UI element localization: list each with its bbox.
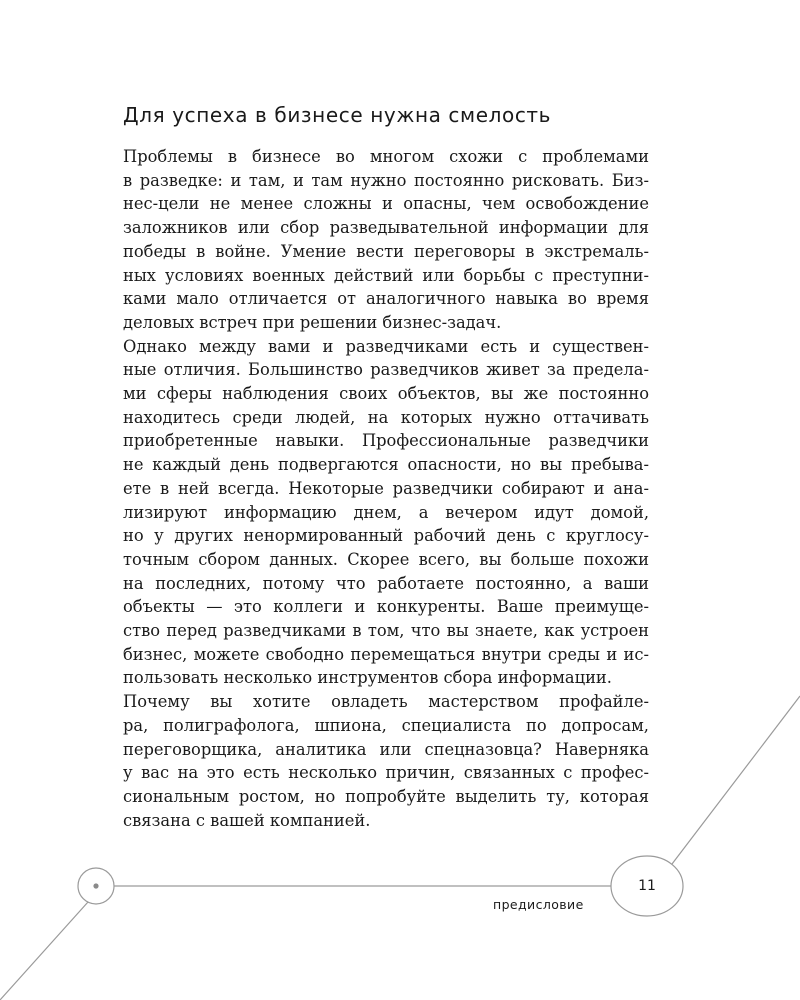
text-line: ра, полиграфолога, шпиона, специалиста по допросам, [123, 715, 649, 735]
text-line: заложников или сбор разведывательной информации для [123, 218, 649, 238]
text-line: ство перед разведчиками в том, что вы знаете, как устроен [123, 621, 649, 641]
text-line: нес-цели не менее сложны и опасны, чем освобождение [123, 194, 649, 214]
text-line: ных условиях военных действий или борьбы с преступни- [123, 265, 649, 285]
diagonal-line-lower-left [0, 902, 88, 1000]
text-line: у вас на это есть несколько причин, связанных с профес- [123, 763, 649, 783]
text-line: сиональным ростом, но попробуйте выделить ту, которая [123, 786, 649, 806]
body-text [96, 145, 649, 832]
text-line: не каждый день подвергаются опасности, но вы пребыва- [123, 455, 649, 475]
paragraph-1 [96, 145, 649, 335]
text-line: пользовать несколько инструментов сбора информации. [123, 668, 612, 688]
text-line: лизируют информацию днем, а вечером идут домой, [123, 502, 649, 522]
text-line: Почему вы хотите овладеть мастерством профайле- [123, 692, 649, 712]
paragraph-2 [96, 335, 649, 691]
text-line: находитесь среди людей, на которых нужно оттачивать [123, 407, 649, 427]
text-line: ные отличия. Большинство разведчиков живет за предела- [123, 360, 649, 380]
section-heading: Для успеха в бизнесе нужна смелость [123, 103, 552, 127]
text-line: точным сбором данных. Скорее всего, вы больше похожи [123, 549, 649, 569]
text-line: в разведке: и там, и там нужно постоянно рисковать. Биз- [123, 170, 649, 190]
text-line: ете в ней всегда. Некоторые разведчики собирают и ана- [123, 478, 649, 498]
diagonal-line-upper-right [672, 696, 800, 864]
text-line: на последних, потому что работаете постоянно, а ваши [123, 573, 649, 593]
text-line: но у других ненормированный рабочий день с круглосу- [123, 526, 649, 546]
running-footer-label: предисловие [493, 897, 584, 912]
text-line: бизнес, можете свободно перемещаться внутри среды и ис- [123, 644, 649, 664]
text-line: ками мало отличается от аналогичного навыка во время [123, 289, 649, 309]
text-line: деловых встреч при решении бизнес-задач. [123, 312, 502, 332]
text-line: объекты — это коллеги и конкуренты. Ваше преимуще- [123, 597, 649, 617]
text-line: переговорщика, аналитика или спецназовца? Наверняка [123, 739, 649, 759]
text-line: приобретенные навыки. Профессиональные разведчики [123, 431, 649, 451]
text-line: Проблемы в бизнесе во многом схожи с проблемами [123, 147, 649, 166]
text-line: Однако между вами и разведчиками есть и существен- [123, 336, 649, 356]
text-line: связана с вашей компанией. [123, 810, 371, 830]
page-number: 11 [638, 878, 656, 894]
text-line: победы в войне. Умение вести переговоры в экстремаль- [123, 241, 649, 261]
paragraph-3 [96, 690, 649, 832]
footer-dot [93, 883, 98, 888]
text-line: ми сферы наблюдения своих объектов, вы же постоянно [123, 384, 649, 404]
